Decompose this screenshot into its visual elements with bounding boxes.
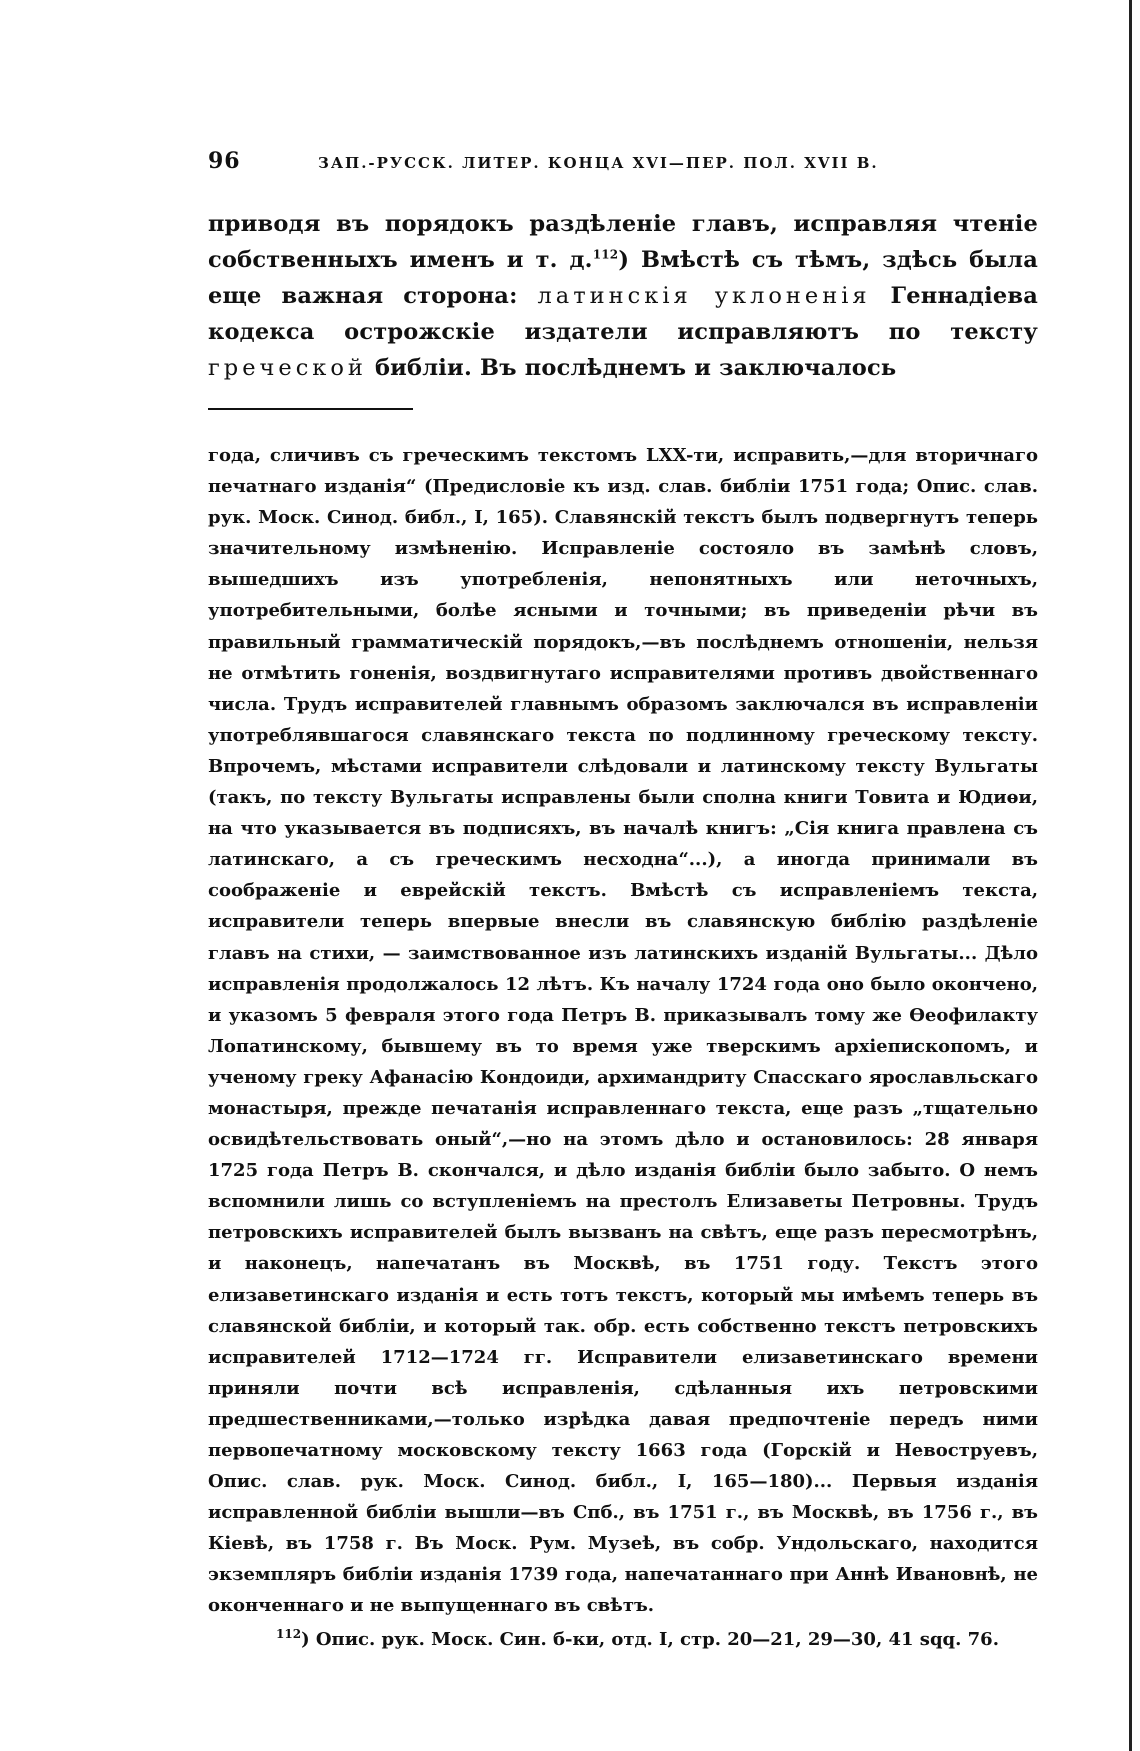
page-number: 96 [208,148,241,174]
main-text-part-2: ) Вмѣстѣ съ тѣмъ, здѣсь была еще важная сторона: [208,247,1038,309]
footnote-separator [208,408,413,410]
main-text-spaced-1: латинскія уклоненія [537,283,871,309]
main-paragraph [208,206,1038,386]
footnote-112 [208,1624,1038,1655]
page-edge-rule [1129,0,1132,1751]
book-page [208,148,1038,1655]
footnote-continued: года, сличивъ съ греческимъ текстомъ LXX-ти, исправить,—для вторичнаго печатнаго изданія“ (Предисловіе къ изд. слав. библіи 1751 года; Опис. слав. рук. Моск. Синод. библ., I, 165). Славянскій текстъ былъ подвергнутъ теперь значительному измѣненію. Исправленіе состояло въ замѣнѣ словъ, вышедшихъ изъ употребленія, непонятныхъ или неточныхъ, употребительными, болѣе ясными и точными; въ приведеніи рѣчи въ правильный грамматическій порядокъ,—въ послѣднемъ отношеніи, нельзя не отмѣтить гоненія, воздвигнутаго исправителями противъ двойственнаго числа. Трудъ исправителей главнымъ образомъ заключался въ исправленіи употреблявшагося славянскаго текста по подлинному греческому тексту. Впрочемъ, мѣстами исправители слѣдовали и латинскому тексту Вульгаты (такъ, по тексту Вульгаты исправлены были сполна книги Товита и Юдиѳи, на что указывается въ подписяхъ, въ началѣ книгъ: „Сія книга правлена съ латинскаго, а съ греческимъ несходна“...), а иногда принимали въ соображеніе и еврейскій текстъ. Вмѣстѣ съ исправленіемъ текста, исправители теперь впервые внесли въ славянскую библію раздѣленіе главъ на стихи, — заимствованное изъ латинскихъ изданій Вульгаты... Дѣло исправленія продолжалось 12 лѣтъ. Къ началу 1724 года оно было окончено, и указомъ 5 февраля этого года Петръ В. приказывалъ тому же Ѳеофилакту Лопатинскому, бывшему въ то время уже тверскимъ архіепископомъ, и ученому греку Афанасію Кондоиди, архимандриту Спасскаго ярославльскаго монастыря, прежде печатанія исправленнаго текста, еще разъ „тщательно освидѣтельствовать оный“,—но на этомъ дѣло и остановилось: 28 января 1725 года Петръ В. скончался, и дѣло изданія библіи было забыто. О немъ вспомнили лишь со вступленіемъ на престолъ Елизаветы Петровны. Трудъ петровскихъ исправителей былъ вызванъ на свѣтъ, еще разъ пересмотрѣнъ, и наконецъ, напечатанъ въ Москвѣ, въ 1751 году. Текстъ этого елизаветинскаго изданія и есть тотъ текстъ, который мы имѣемъ теперь въ славянской библіи, и который так. обр. есть собственно текстъ петровскихъ исправителей 1712—1724 гг. Исправители елизаветинскаго времени приняли почти всѣ исправленія, сдѣланныя ихъ петровскими предшественниками,—только изрѣдка давая предпочтеніе передъ ними первопечатному московскому тексту 1663 года (Горскій и Невоструевъ, Опис. слав. рук. Моск. Синод. библ., I, 165—180)... Первыя изданія исправленной библіи вышли—въ Спб., въ 1751 г., въ Москвѣ, въ 1756 г., въ Кіевѣ, въ 1758 г. Въ Моск. Рум. Музеѣ, въ собр. Ундольскаго, находится экземпляръ библіи изданія 1739 года, напечатаннаго при Аннѣ Ивановнѣ, не оконченнаго и не выпущеннаго въ свѣтъ. [208,445,1038,1617]
main-text-part-3: Геннадіева кодекса острожскіе издатели исправляютъ по тексту [208,283,1038,345]
running-title: ЗАП.-РУССК. ЛИТЕР. КОНЦА XVI—ПЕР. ПОЛ. XVII В. [318,154,879,172]
main-text-part-1: приводя въ порядокъ раздѣленіе главъ, исправляя чтеніе собственныхъ именъ и т. д. [208,211,1038,273]
footnote-reference: 112 [592,247,619,262]
running-head [208,148,1038,184]
main-text-part-4: библіи. Въ послѣднемъ и заключалось [366,355,897,381]
main-text-spaced-2: греческой [208,355,367,381]
footnote-112-text: ) Опис. рук. Моск. Син. б-ки, отд. I, стр. 20—21, 29—30, 41 sqq. 76. [301,1628,999,1650]
footnote-112-mark: 112 [276,1626,302,1641]
